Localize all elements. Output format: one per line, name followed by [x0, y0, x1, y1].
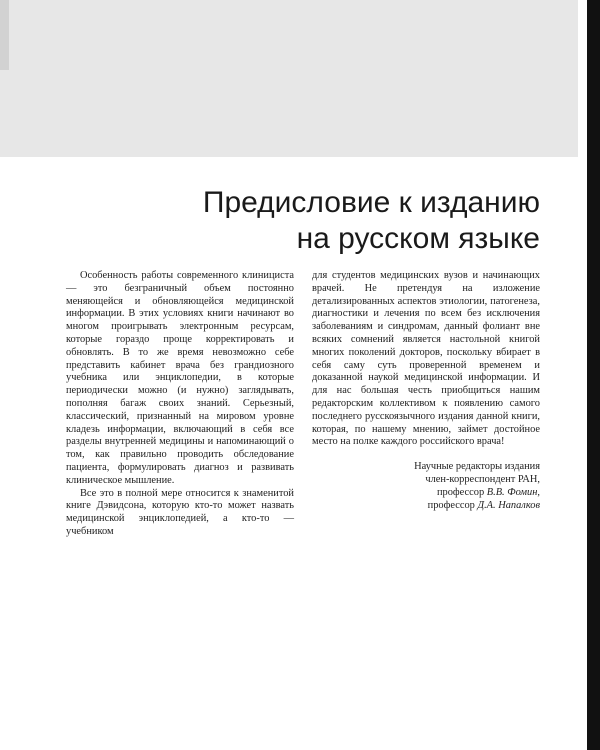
editor-name: В.В. Фомин	[486, 486, 538, 498]
left-text-column	[66, 270, 294, 539]
editor-name: Д.А. Напалков	[477, 499, 540, 511]
signature-role: профессор	[427, 499, 478, 511]
title-line-1: Предисловие к изданию	[202, 186, 540, 219]
title-line-2: на русском языке	[296, 222, 540, 255]
paragraph: Особенность работы современного клинициста — это безграничный объем постоянно меняющейся и обновляющейся медицинской информации. В этих условиях книги начинают во многом проигрывать электронным ресурсам, которые гораздо проще корректировать и обновлять. В то же время невозможно себе представить кабинет врача без грандиозного учебника или энциклопедии, в которые периодически можно (и нужно) заглядывать, пополняя багаж своих знаний. Серьезный, классический, признанный на мировом уровне кладезь информации, включающий в себя все разделы внутренней медицины и напоминающий о том, как правильно проводить обследование пациента, формулировать диагноз и развивать клиническое мышление.	[66, 270, 294, 486]
page-title	[203, 185, 540, 257]
paragraph: Все это в полной мере относится к знаменитой книге Дэвидсона, которую кто-то может назвать медицинской энциклопедией, а кто-то — учебником	[66, 487, 294, 537]
page-corner-mark	[0, 0, 9, 70]
signature-line: Научные редакторы издания	[414, 461, 540, 473]
signature-role: профессор	[436, 486, 487, 498]
right-text-column	[312, 270, 540, 512]
signature-line	[312, 500, 540, 513]
signature-line	[312, 487, 540, 500]
signature-punct: ,	[537, 486, 540, 498]
page-edge-bar	[587, 0, 600, 750]
editors-signature	[312, 461, 540, 512]
paragraph: для студентов медицинских вузов и начинающих врачей. Не претендуя на изложение детализированных аспектов этиологии, патогенеза, диагностики и лечения по всем без исключения заболеваниям и синдромам, данный фолиант вне всяких сомнений является настольной книгой многих поколений докторов, поскольку вбирает в себя саму суть проверенной временем и доказанной наукой медицинской информации. И для нас большая честь приобщиться нашим редакторским коллективом к появлению самого последнего русскоязычного издания данной книги, которая, по нашему мнению, займет достойное место на полке каждого российского врача!	[312, 270, 540, 448]
header-gray-band	[0, 0, 578, 157]
signature-line: член-корреспондент РАН,	[425, 473, 540, 485]
